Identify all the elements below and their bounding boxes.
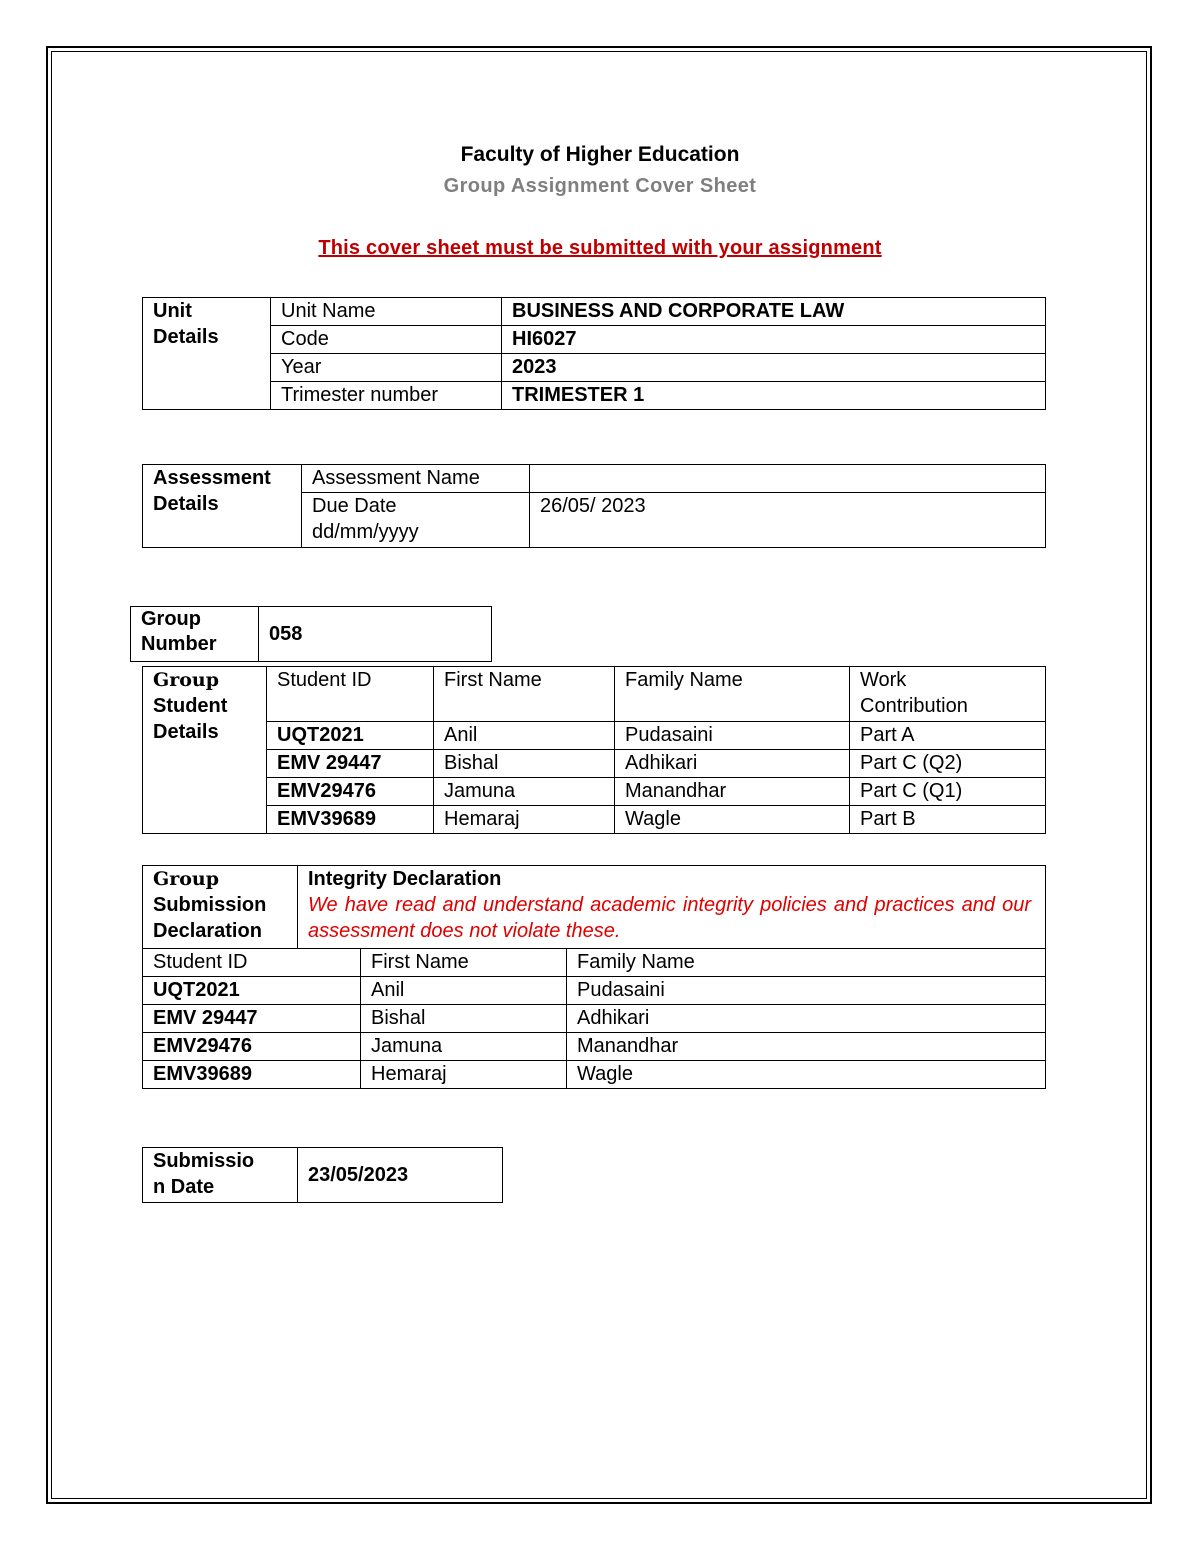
first-name: Anil [361, 977, 567, 1005]
student-id: EMV 29447 [267, 750, 434, 778]
group-student-label: Group Student Details [143, 667, 267, 834]
submission-date-table [142, 1147, 503, 1203]
submission-date-label: Submissio n Date [143, 1148, 298, 1203]
integrity-declaration-title: Integrity Declaration [308, 868, 502, 890]
unit-details-label: Unit Details [143, 298, 271, 410]
integrity-declaration [298, 866, 1046, 949]
table-row [143, 806, 1046, 834]
work-contribution: Part A [850, 722, 1046, 750]
due-date-value: 26/05/ 2023 [530, 493, 1046, 548]
first-name: Anil [434, 722, 615, 750]
student-id: EMV39689 [267, 806, 434, 834]
table-row [143, 778, 1046, 806]
first-name: Bishal [434, 750, 615, 778]
declaration-label: Group Submission Declaration [143, 866, 298, 949]
decl-header-first-name: First Name [361, 949, 567, 977]
table-row [143, 977, 1046, 1005]
unit-year-field: Year [271, 354, 502, 382]
first-name: Jamuna [434, 778, 615, 806]
integrity-declaration-text: We have read and understand academic integrity policies and practices and our assessment does not violate these. [308, 894, 1032, 942]
unit-details-table [142, 297, 1046, 410]
family-name: Pudasaini [615, 722, 850, 750]
header-work-contribution: Work Contribution [850, 667, 1046, 722]
sheet-title: Group Assignment Cover Sheet [443, 175, 757, 197]
student-id: EMV29476 [143, 1033, 361, 1061]
family-name: Adhikari [567, 1005, 1046, 1033]
family-name: Manandhar [615, 778, 850, 806]
submission-declaration-table [142, 865, 1046, 1089]
faculty-title: Faculty of Higher Education [460, 143, 740, 166]
unit-code-value: HI6027 [502, 326, 1046, 354]
first-name: Hemaraj [434, 806, 615, 834]
submission-date-value: 23/05/2023 [298, 1148, 503, 1203]
first-name: Jamuna [361, 1033, 567, 1061]
group-number-table [130, 606, 492, 662]
family-name: Wagle [567, 1061, 1046, 1089]
student-id: EMV 29447 [143, 1005, 361, 1033]
work-contribution: Part C (Q2) [850, 750, 1046, 778]
group-number-value: 058 [259, 607, 492, 662]
unit-name-field: Unit Name [271, 298, 502, 326]
table-row [143, 722, 1046, 750]
work-contribution: Part C (Q1) [850, 778, 1046, 806]
unit-trimester-value: TRIMESTER 1 [502, 382, 1046, 410]
unit-name-value: BUSINESS AND CORPORATE LAW [502, 298, 1046, 326]
assessment-name-value [530, 465, 1046, 493]
assessment-details-label: Assessment Details [143, 465, 302, 548]
first-name: Hemaraj [361, 1061, 567, 1089]
header-first-name: First Name [434, 667, 615, 722]
group-student-table [142, 666, 1046, 834]
table-row [143, 1005, 1046, 1033]
family-name: Wagle [615, 806, 850, 834]
table-row [143, 1061, 1046, 1089]
student-id: UQT2021 [267, 722, 434, 750]
family-name: Adhikari [615, 750, 850, 778]
work-contribution: Part B [850, 806, 1046, 834]
student-id: EMV29476 [267, 778, 434, 806]
assessment-name-field: Assessment Name [302, 465, 530, 493]
family-name: Pudasaini [567, 977, 1046, 1005]
unit-year-value: 2023 [502, 354, 1046, 382]
submission-warning: This cover sheet must be submitted with your assignment [318, 237, 882, 259]
family-name: Manandhar [567, 1033, 1046, 1061]
decl-header-family-name: Family Name [567, 949, 1046, 977]
student-id: EMV39689 [143, 1061, 361, 1089]
assessment-details-table [142, 464, 1046, 548]
table-row [143, 750, 1046, 778]
table-row [143, 1033, 1046, 1061]
group-number-label: Group Number [131, 607, 259, 662]
unit-code-field: Code [271, 326, 502, 354]
due-date-field: Due Date dd/mm/yyyy [302, 493, 530, 548]
header-family-name: Family Name [615, 667, 850, 722]
unit-trimester-field: Trimester number [271, 382, 502, 410]
header-student-id: Student ID [267, 667, 434, 722]
decl-header-student-id: Student ID [143, 949, 361, 977]
first-name: Bishal [361, 1005, 567, 1033]
student-id: UQT2021 [143, 977, 361, 1005]
